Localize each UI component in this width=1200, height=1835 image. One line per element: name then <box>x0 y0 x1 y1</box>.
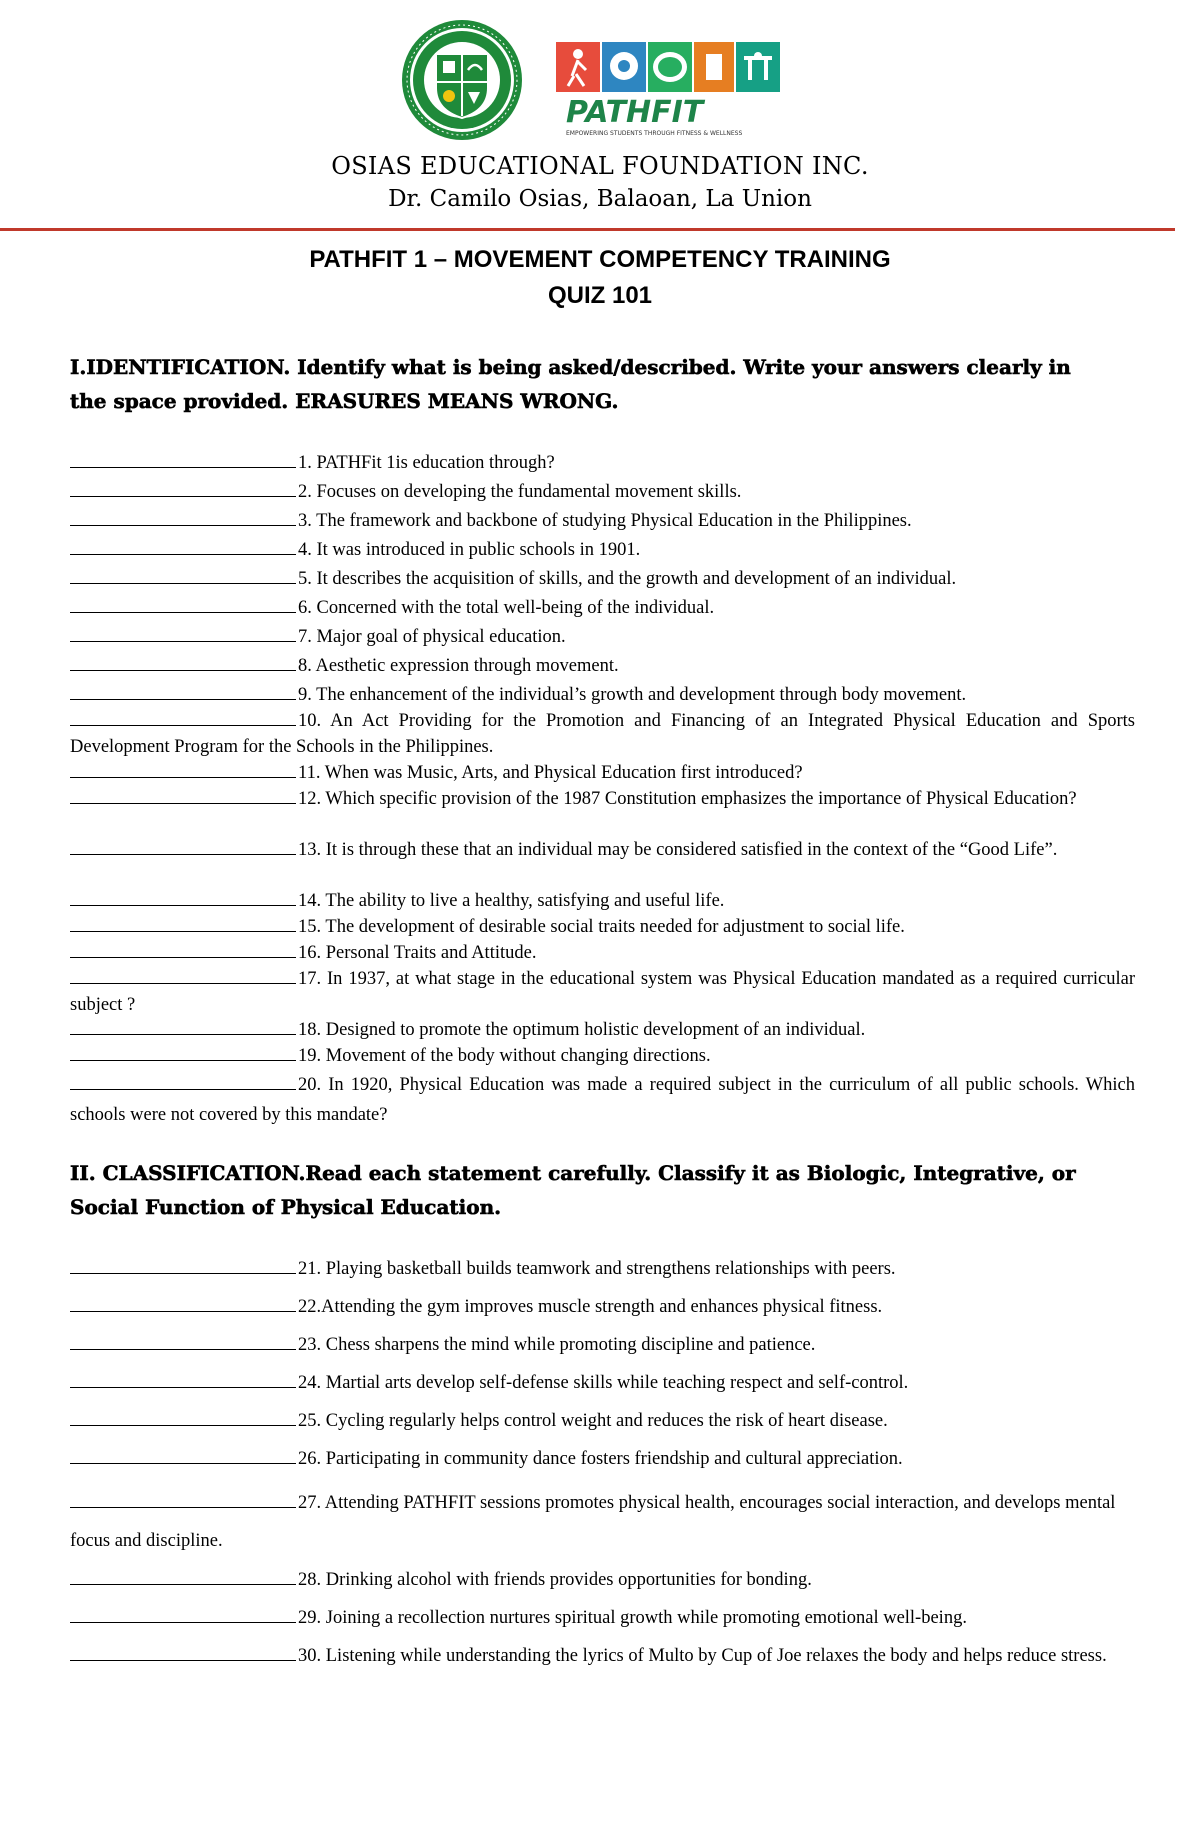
school-seal-logo <box>400 18 524 142</box>
answer-blank[interactable] <box>70 1295 296 1312</box>
pathfit-logo-text: PATHFIT <box>566 95 704 130</box>
answer-blank[interactable] <box>70 567 296 584</box>
question-7: 7. Major goal of physical education. <box>70 624 1135 650</box>
answer-blank[interactable] <box>70 915 296 932</box>
question-27: 27. Attending PATHFIT sessions promotes physical health, encourages social interaction, and develops mental focus and discipline. <box>70 1493 1116 1551</box>
question-29: 29. Joining a recollection nurtures spiritual growth while promoting emotional well-being. <box>70 1605 1135 1631</box>
question-3: 3. The framework and backbone of studying Physical Education in the Philippines. <box>70 508 1135 534</box>
question-8: 8. Aesthetic expression through movement. <box>70 653 1135 679</box>
question-4: 4. It was introduced in public schools in 1901. <box>70 537 1135 563</box>
question-19: 19. Movement of the body without changing directions. <box>70 1043 1135 1069</box>
question-26: 26. Participating in community dance fosters friendship and cultural appreciation. <box>70 1446 1135 1472</box>
question-24: 24. Martial arts develop self-defense skills while teaching respect and self-control. <box>70 1370 1135 1396</box>
question-1: 1. PATHFit 1is education through? <box>70 450 1135 476</box>
answer-blank[interactable] <box>70 838 296 855</box>
question-25: 25. Cycling regularly helps control weight and reduces the risk of heart disease. <box>70 1408 1135 1434</box>
question-14: 14. The ability to live a healthy, satisfying and useful life. <box>70 888 1135 914</box>
institution-name: OSIAS EDUCATIONAL FOUNDATION INC. <box>331 152 869 180</box>
section-2-heading: II. CLASSIFICATION.Read each statement carefully. Classify it as Biologic, Integrative, or Social Function of Physical Education. <box>70 1161 1076 1219</box>
pathfit-logo <box>554 40 782 140</box>
question-12: 12. Which specific provision of the 1987 Constitution emphasizes the importance of Physical Education? <box>70 786 1135 812</box>
question-2: 2. Focuses on developing the fundamental movement skills. <box>70 479 1135 505</box>
answer-blank[interactable] <box>70 596 296 613</box>
answer-blank[interactable] <box>70 967 296 984</box>
answer-blank[interactable] <box>70 1644 296 1661</box>
answer-blank[interactable] <box>70 451 296 468</box>
section-1-heading: I.IDENTIFICATION. Identify what is being asked/described. Write your answers clearly in the space provided. ERASURES MEANS WRONG. <box>70 355 1071 413</box>
answer-blank[interactable] <box>70 761 296 778</box>
answer-blank[interactable] <box>70 1409 296 1426</box>
question-15: 15. The development of desirable social traits needed for adjustment to social life. <box>70 914 1135 940</box>
answer-blank[interactable] <box>70 1333 296 1350</box>
answer-blank[interactable] <box>70 709 296 726</box>
header-logos <box>0 18 1200 143</box>
institution-address: Dr. Camilo Osias, Balaoan, La Union <box>388 186 812 212</box>
answer-blank[interactable] <box>70 1447 296 1464</box>
answer-blank[interactable] <box>70 1257 296 1274</box>
answer-blank[interactable] <box>70 941 296 958</box>
answer-blank[interactable] <box>70 1606 296 1623</box>
question-6: 6. Concerned with the total well-being of the individual. <box>70 595 1135 621</box>
question-30: 30. Listening while understanding the lyrics of Multo by Cup of Joe relaxes the body and helps reduce stress. <box>70 1637 1135 1675</box>
answer-blank[interactable] <box>70 654 296 671</box>
question-20: 20. In 1920, Physical Education was made a required subject in the curriculum of all public schools. Which schools were not covered by this mandate? <box>70 1075 1135 1125</box>
answer-blank[interactable] <box>70 1568 296 1585</box>
question-17: 17. In 1937, at what stage in the educational system was Physical Education mandated as a required curricular subject ? <box>70 969 1135 1015</box>
pathfit-tagline: EMPOWERING STUDENTS THROUGH FITNESS & WELLNESS <box>566 130 743 137</box>
answer-blank[interactable] <box>70 1073 296 1090</box>
question-16: 16. Personal Traits and Attitude. <box>70 940 1135 966</box>
question-23: 23. Chess sharpens the mind while promoting discipline and patience. <box>70 1332 1135 1358</box>
answer-blank[interactable] <box>70 625 296 642</box>
question-11: 11. When was Music, Arts, and Physical Education first introduced? <box>70 760 1135 786</box>
answer-blank[interactable] <box>70 889 296 906</box>
header-divider <box>0 228 1175 231</box>
question-22: 22.Attending the gym improves muscle strength and enhances physical fitness. <box>70 1294 1135 1320</box>
answer-blank[interactable] <box>70 787 296 804</box>
answer-blank[interactable] <box>70 683 296 700</box>
answer-blank[interactable] <box>70 1018 296 1035</box>
answer-blank[interactable] <box>70 1491 296 1508</box>
question-5: 5. It describes the acquisition of skills, and the growth and development of an individual. <box>70 566 1135 592</box>
question-21: 21. Playing basketball builds teamwork and strengthens relationships with peers. <box>70 1256 1135 1282</box>
answer-blank[interactable] <box>70 538 296 555</box>
question-13: 13. It is through these that an individual may be considered satisfied in the context of the “Good Life”. <box>70 837 1135 863</box>
answer-blank[interactable] <box>70 1371 296 1388</box>
question-18: 18. Designed to promote the optimum holistic development of an individual. <box>70 1017 1135 1043</box>
answer-blank[interactable] <box>70 1044 296 1061</box>
quiz-title: PATHFIT 1 – MOVEMENT COMPETENCY TRAINING <box>309 246 891 273</box>
answer-blank[interactable] <box>70 480 296 497</box>
quiz-subtitle: QUIZ 101 <box>547 282 653 309</box>
question-9: 9. The enhancement of the individual’s growth and development through body movement. <box>70 682 1135 708</box>
question-10: 10. An Act Providing for the Promotion and Financing of an Integrated Physical Education and Sports Development Program for the Schools in the Philippines. <box>70 711 1135 757</box>
question-28: 28. Drinking alcohol with friends provides opportunities for bonding. <box>70 1567 1135 1593</box>
answer-blank[interactable] <box>70 509 296 526</box>
